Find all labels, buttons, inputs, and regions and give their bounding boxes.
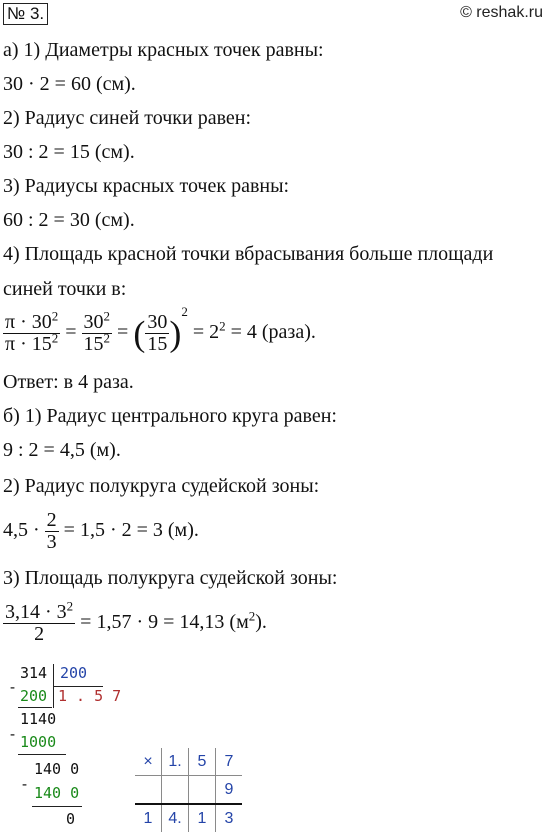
multiplication-cell [162,776,189,805]
division-sub3: 140 0 [34,784,80,802]
formula-b3: $\frac{3,14 \cdot 3^2}{2}$ = 1,57 · 9 = 14,13 $(м^2)$. [5,598,267,645]
multiplication-grid [135,748,242,832]
line-a3-calc: 60 : 2 = 30 (см). [3,209,135,231]
multiplication-row [135,748,242,776]
line-a1: а) 1) Диаметры красных точек равны: [3,39,324,61]
formula-a4: $\frac{\pi \cdot 30^2}{\pi \cdot 15^2}$ = $\frac{30^2}{15^2}$ = ( $\frac{30}{15}$ )$^2 = 2^2 = 4$ (раза). [5,304,316,355]
multiplication-cell: 3 [216,804,243,832]
division-rem3: 0 [66,810,76,828]
formula-b2: 4,5 · $\frac{2}{3}$ = 1,5 · 2 = 3 (м). [3,509,199,553]
multiplication-cell: 9 [216,776,243,805]
line-b1-calc: 9 : 2 = 4,5 (м). [3,439,121,461]
line-a2-calc: 30 : 2 = 15 (см). [3,141,135,163]
line-a4-cont: синей точки в: [3,278,127,300]
division-dividend: 314 [20,664,48,682]
multiplication-row [135,804,242,832]
fraction-ratio: $\frac{30}{15}$ [147,311,168,355]
division-sub1: 200 [20,687,48,705]
answer-line: Ответ: в 4 раза. [3,371,134,393]
fraction-two-thirds: $\frac{2}{3}$ [46,509,57,553]
division-quotient: 1 . 5 7 [58,687,122,705]
line-b3: 3) Площадь полукруга судейской зоны: [3,567,338,589]
multiplication-cell: 4. [162,804,189,832]
multiplication-cell: 1. [162,748,189,776]
multiplication-cell: 1 [189,804,216,832]
fraction-pi: $\frac{\pi \cdot 30^2}{\pi \cdot 15^2}$ [5,308,59,355]
fraction-squares: $\frac{30^2}{15^2}$ [83,308,111,355]
line-a2: 2) Радиус синей точки равен: [3,107,252,129]
multiplication-cell: 1 [135,804,162,832]
line-a4: 4) Площадь красной точки вбрасывания больше площади [3,243,494,265]
division-divisor: 200 [60,664,88,682]
line-a3: 3) Радиусы красных точек равны: [3,175,290,197]
division-rem2: 140 0 [34,760,80,778]
line-b2: 2) Радиус полукруга судейской зоны: [3,475,320,497]
division-rem1: 1140 [20,710,57,728]
multiplication-cell [135,776,162,805]
site-watermark: © reshak.ru [460,4,543,21]
multiplication-cell: 5 [189,748,216,776]
multiplication-cell: 7 [216,748,243,776]
multiplication-cell [189,776,216,805]
task-number: № 3. [3,3,48,25]
line-b1: б) 1) Радиус центрального круга равен: [3,405,337,427]
multiplication-cell: × [135,748,162,776]
multiplication-row [135,776,242,805]
division-sub2: 1000 [20,733,57,751]
fraction-area: $\frac{3,14 \cdot 3^2}{2}$ [5,598,74,645]
line-a1-calc: 30 · 2 = 60 (см). [3,73,136,95]
